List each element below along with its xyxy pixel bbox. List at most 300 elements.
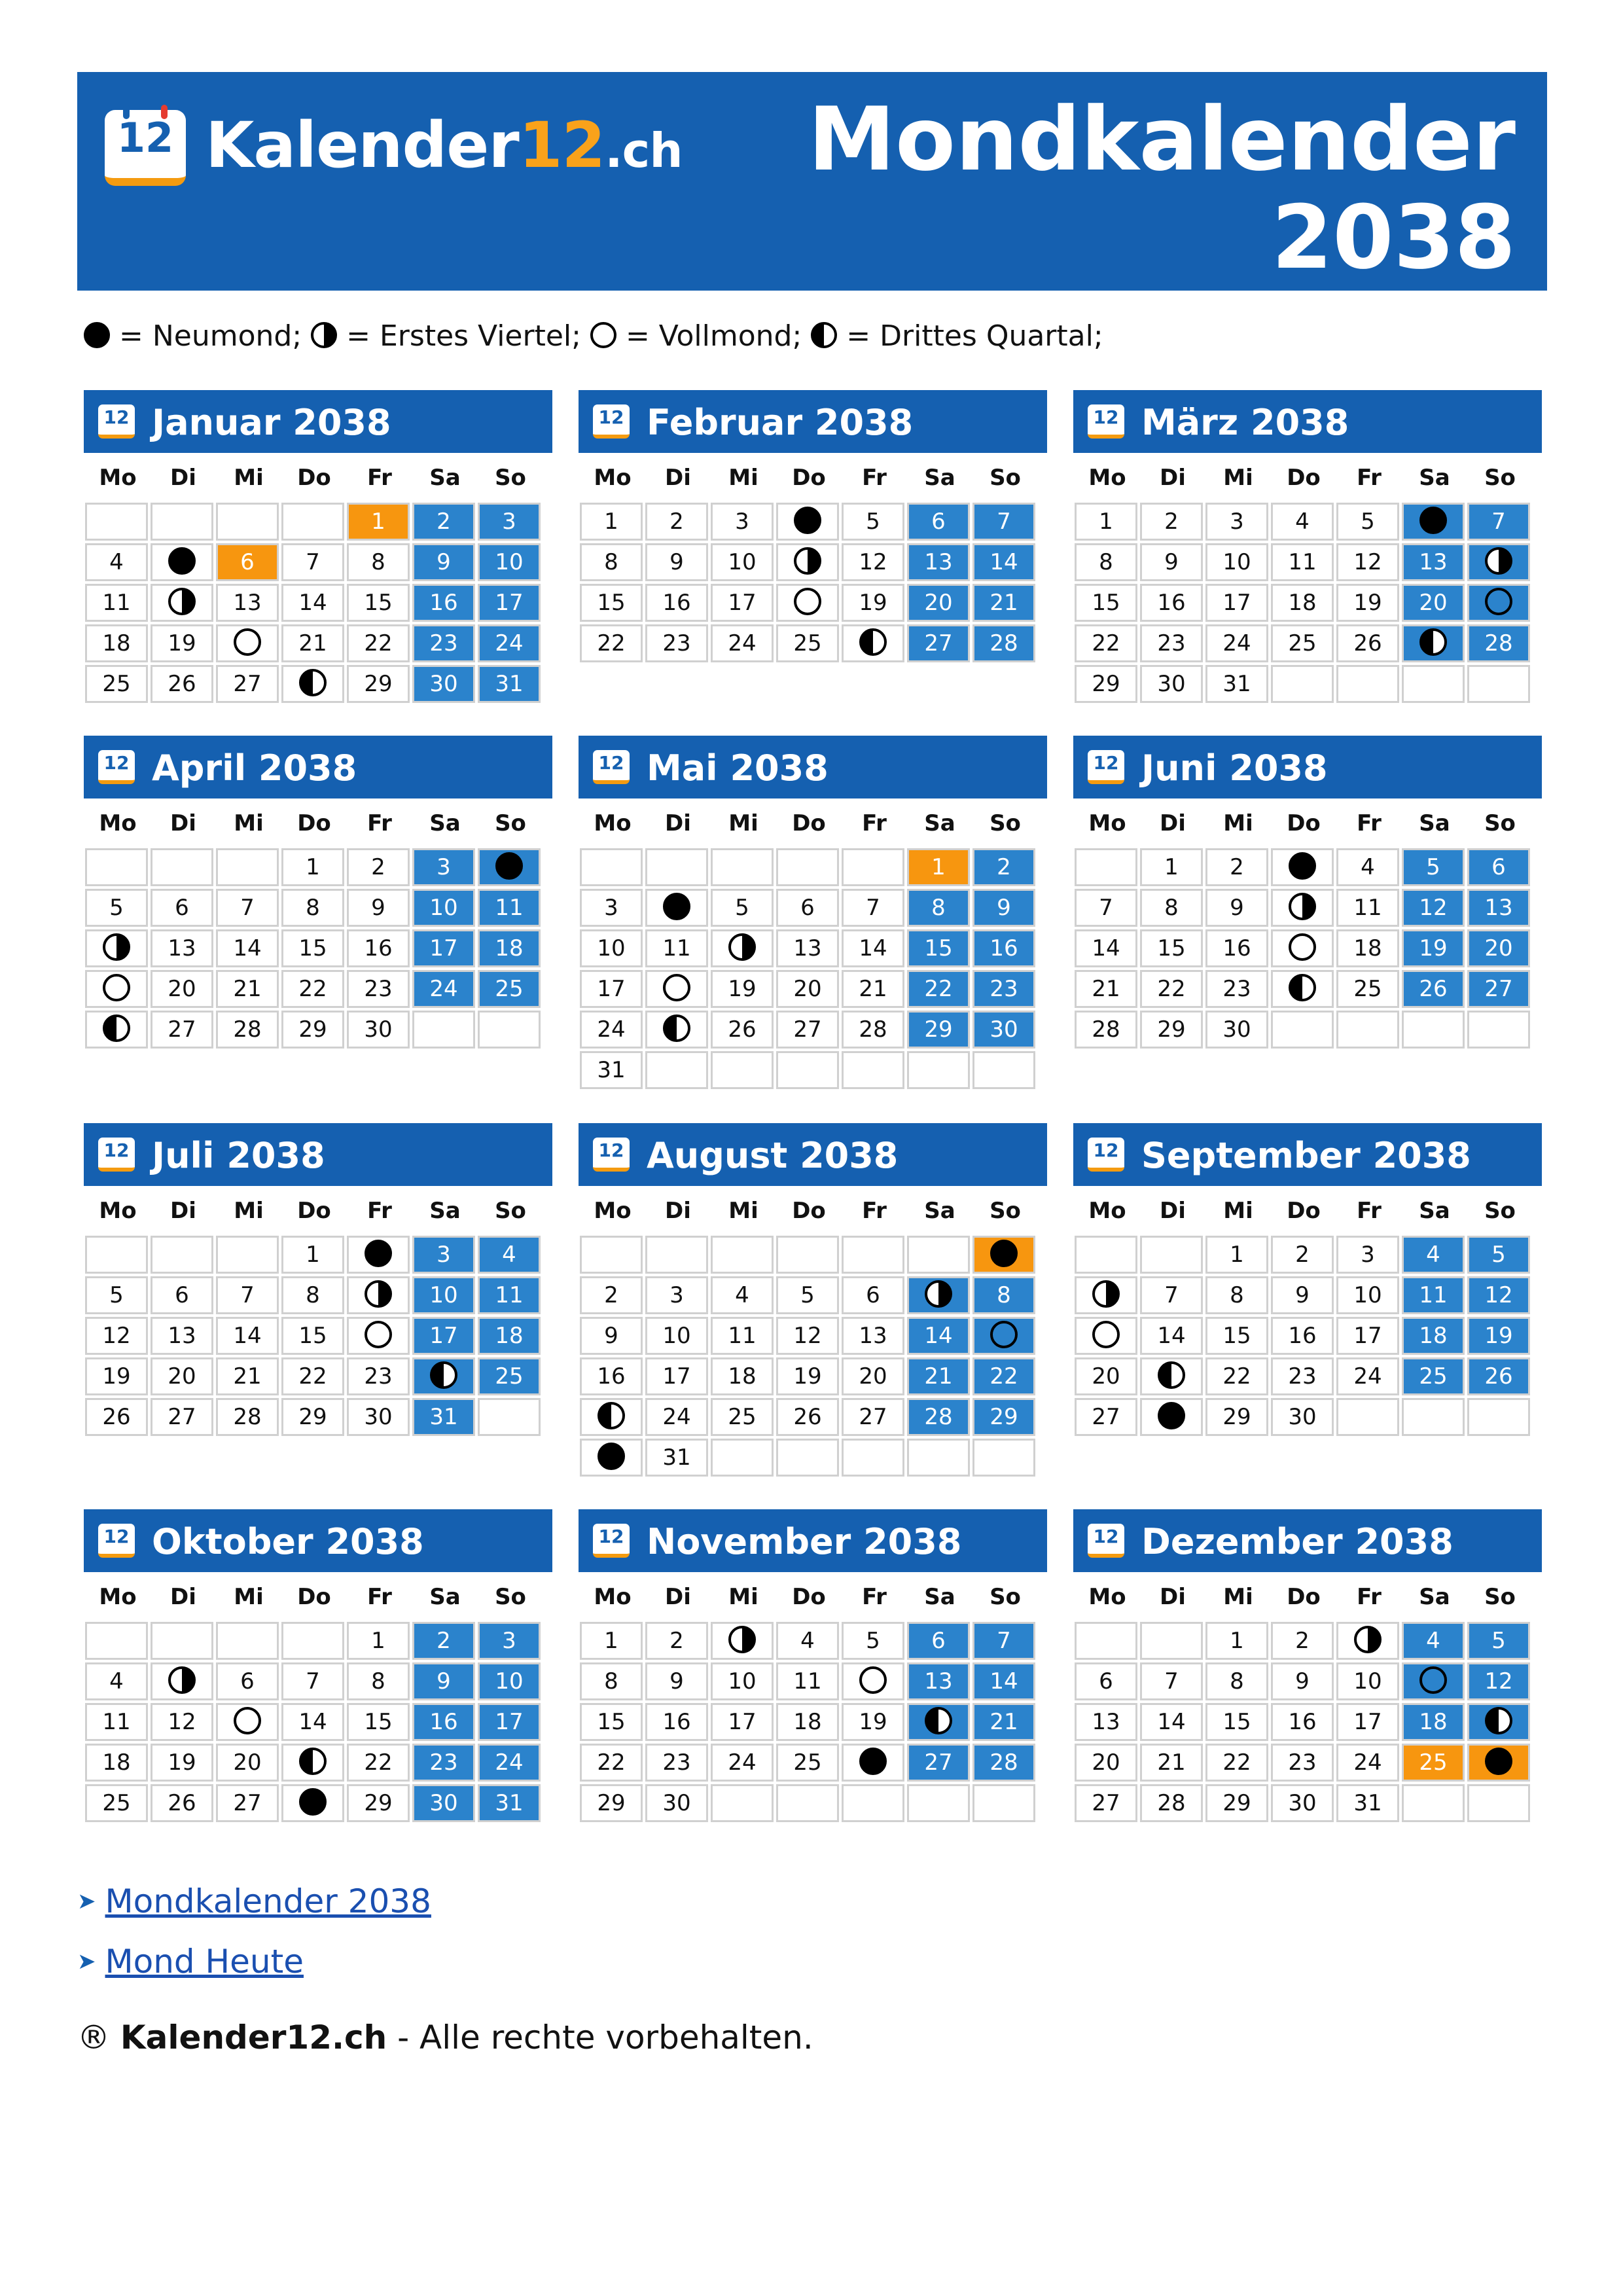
day-cell[interactable]: 11 — [1271, 543, 1334, 581]
day-cell[interactable]: 17 — [1336, 1317, 1399, 1355]
day-cell[interactable]: 7 — [1075, 889, 1137, 927]
day-cell[interactable]: 27 — [1467, 970, 1530, 1008]
day-cell[interactable]: 8 — [580, 543, 643, 581]
day-cell[interactable]: 13 — [216, 584, 279, 622]
day-cell[interactable]: 22 — [281, 970, 344, 1008]
day-cell[interactable]: 4 — [478, 1236, 541, 1274]
day-cell[interactable]: 6 — [216, 1662, 279, 1700]
day-cell[interactable]: 19 — [776, 1357, 839, 1395]
day-cell[interactable]: 27 — [1075, 1784, 1137, 1822]
day-cell[interactable]: 30 — [347, 1398, 410, 1436]
link-mond-heute[interactable] — [77, 1943, 431, 1981]
day-cell[interactable]: 15 — [1075, 584, 1137, 622]
link-mondkalender[interactable] — [77, 1882, 431, 1920]
day-cell[interactable]: 12 — [776, 1317, 839, 1355]
day-cell[interactable]: 20 — [776, 970, 839, 1008]
day-cell[interactable] — [151, 543, 213, 581]
day-cell[interactable]: 4 — [85, 543, 148, 581]
day-cell[interactable]: 1 — [907, 848, 970, 886]
day-cell[interactable]: 27 — [776, 1011, 839, 1049]
day-cell[interactable]: 27 — [907, 1744, 970, 1782]
day-cell[interactable]: 27 — [216, 1784, 279, 1822]
day-cell[interactable]: 4 — [1402, 1236, 1465, 1274]
day-cell[interactable]: 19 — [1336, 584, 1399, 622]
day-cell[interactable]: 15 — [347, 1703, 410, 1741]
day-cell[interactable] — [151, 1662, 213, 1700]
day-cell[interactable]: 24 — [645, 1398, 708, 1436]
day-cell[interactable]: 26 — [151, 1784, 213, 1822]
day-cell[interactable] — [776, 584, 839, 622]
day-cell[interactable]: 29 — [1140, 1011, 1203, 1049]
day-cell[interactable]: 10 — [580, 929, 643, 967]
day-cell[interactable]: 25 — [776, 624, 839, 662]
day-cell[interactable]: 16 — [1205, 929, 1268, 967]
day-cell[interactable]: 20 — [842, 1357, 904, 1395]
day-cell[interactable]: 31 — [1205, 665, 1268, 703]
day-cell[interactable] — [1271, 929, 1334, 967]
day-cell[interactable]: 24 — [412, 970, 475, 1008]
day-cell[interactable]: 10 — [1336, 1276, 1399, 1314]
day-cell[interactable]: 17 — [412, 1317, 475, 1355]
day-cell[interactable]: 3 — [478, 503, 541, 541]
day-cell[interactable] — [347, 1236, 410, 1274]
day-cell[interactable]: 31 — [412, 1398, 475, 1436]
day-cell[interactable]: 10 — [412, 889, 475, 927]
day-cell[interactable]: 11 — [1402, 1276, 1465, 1314]
day-cell[interactable] — [478, 848, 541, 886]
day-cell[interactable]: 12 — [1336, 543, 1399, 581]
day-cell[interactable]: 6 — [907, 503, 970, 541]
day-cell[interactable]: 25 — [478, 970, 541, 1008]
day-cell[interactable]: 26 — [776, 1398, 839, 1436]
day-cell[interactable]: 22 — [1205, 1357, 1268, 1395]
day-cell[interactable]: 27 — [151, 1398, 213, 1436]
day-cell[interactable]: 23 — [347, 1357, 410, 1395]
day-cell[interactable]: 20 — [1075, 1357, 1137, 1395]
day-cell[interactable]: 21 — [842, 970, 904, 1008]
day-cell[interactable]: 19 — [842, 584, 904, 622]
day-cell[interactable]: 26 — [1402, 970, 1465, 1008]
day-cell[interactable]: 1 — [1075, 503, 1137, 541]
day-cell[interactable]: 25 — [776, 1744, 839, 1782]
day-cell[interactable]: 30 — [1140, 665, 1203, 703]
day-cell[interactable]: 2 — [347, 848, 410, 886]
day-cell[interactable]: 11 — [645, 929, 708, 967]
day-cell[interactable]: 16 — [412, 584, 475, 622]
day-cell[interactable]: 22 — [972, 1357, 1035, 1395]
day-cell[interactable]: 3 — [478, 1622, 541, 1660]
day-cell[interactable]: 2 — [412, 503, 475, 541]
day-cell[interactable]: 18 — [776, 1703, 839, 1741]
day-cell[interactable] — [216, 1703, 279, 1741]
day-cell[interactable]: 21 — [907, 1357, 970, 1395]
day-cell[interactable]: 22 — [907, 970, 970, 1008]
day-cell[interactable]: 13 — [776, 929, 839, 967]
day-cell[interactable]: 3 — [1205, 503, 1268, 541]
day-cell[interactable]: 8 — [281, 889, 344, 927]
day-cell[interactable]: 20 — [907, 584, 970, 622]
day-cell[interactable]: 25 — [1402, 1744, 1465, 1782]
day-cell[interactable]: 8 — [347, 543, 410, 581]
day-cell[interactable]: 30 — [412, 665, 475, 703]
day-cell[interactable]: 27 — [842, 1398, 904, 1436]
day-cell[interactable]: 12 — [1467, 1662, 1530, 1700]
day-cell[interactable]: 24 — [478, 1744, 541, 1782]
day-cell[interactable]: 13 — [1402, 543, 1465, 581]
day-cell[interactable]: 7 — [281, 543, 344, 581]
day-cell[interactable]: 14 — [972, 1662, 1035, 1700]
day-cell[interactable]: 11 — [1336, 889, 1399, 927]
day-cell[interactable]: 20 — [151, 970, 213, 1008]
day-cell[interactable] — [1140, 1357, 1203, 1395]
day-cell[interactable]: 1 — [1205, 1236, 1268, 1274]
day-cell[interactable]: 31 — [478, 665, 541, 703]
day-cell[interactable]: 3 — [412, 1236, 475, 1274]
day-cell[interactable]: 28 — [1140, 1784, 1203, 1822]
day-cell[interactable]: 13 — [907, 1662, 970, 1700]
day-cell[interactable]: 28 — [972, 624, 1035, 662]
day-cell[interactable] — [1271, 848, 1334, 886]
day-cell[interactable]: 17 — [711, 584, 774, 622]
day-cell[interactable]: 5 — [842, 503, 904, 541]
day-cell[interactable]: 30 — [412, 1784, 475, 1822]
day-cell[interactable]: 12 — [85, 1317, 148, 1355]
day-cell[interactable]: 5 — [1336, 503, 1399, 541]
day-cell[interactable]: 15 — [281, 1317, 344, 1355]
day-cell[interactable]: 8 — [1140, 889, 1203, 927]
day-cell[interactable]: 8 — [1205, 1662, 1268, 1700]
day-cell[interactable]: 21 — [972, 1703, 1035, 1741]
day-cell[interactable]: 28 — [216, 1398, 279, 1436]
day-cell[interactable]: 4 — [85, 1662, 148, 1700]
day-cell[interactable]: 15 — [1205, 1703, 1268, 1741]
day-cell[interactable]: 9 — [645, 543, 708, 581]
day-cell[interactable]: 16 — [1140, 584, 1203, 622]
day-cell[interactable]: 23 — [972, 970, 1035, 1008]
day-cell[interactable]: 21 — [972, 584, 1035, 622]
day-cell[interactable]: 19 — [151, 1744, 213, 1782]
day-cell[interactable] — [776, 503, 839, 541]
day-cell[interactable] — [972, 1236, 1035, 1274]
day-cell[interactable]: 24 — [1336, 1744, 1399, 1782]
day-cell[interactable] — [1402, 624, 1465, 662]
day-cell[interactable]: 11 — [776, 1662, 839, 1700]
day-cell[interactable]: 29 — [907, 1011, 970, 1049]
day-cell[interactable] — [1402, 1662, 1465, 1700]
day-cell[interactable]: 6 — [842, 1276, 904, 1314]
day-cell[interactable]: 21 — [216, 1357, 279, 1395]
day-cell[interactable] — [1271, 889, 1334, 927]
day-cell[interactable] — [1402, 503, 1465, 541]
day-cell[interactable]: 7 — [281, 1662, 344, 1700]
day-cell[interactable]: 10 — [478, 543, 541, 581]
day-cell[interactable] — [1467, 543, 1530, 581]
day-cell[interactable]: 26 — [151, 665, 213, 703]
day-cell[interactable]: 4 — [1336, 848, 1399, 886]
day-cell[interactable]: 18 — [711, 1357, 774, 1395]
day-cell[interactable]: 20 — [216, 1744, 279, 1782]
day-cell[interactable]: 18 — [1271, 584, 1334, 622]
day-cell[interactable]: 27 — [907, 624, 970, 662]
day-cell[interactable] — [1271, 970, 1334, 1008]
day-cell[interactable]: 20 — [1402, 584, 1465, 622]
day-cell[interactable] — [1467, 1703, 1530, 1741]
day-cell[interactable]: 23 — [1271, 1357, 1334, 1395]
day-cell[interactable]: 1 — [580, 1622, 643, 1660]
day-cell[interactable]: 18 — [478, 1317, 541, 1355]
day-cell[interactable]: 23 — [645, 1744, 708, 1782]
day-cell[interactable]: 18 — [1336, 929, 1399, 967]
day-cell[interactable]: 19 — [151, 624, 213, 662]
day-cell[interactable]: 18 — [85, 1744, 148, 1782]
day-cell[interactable]: 7 — [216, 889, 279, 927]
day-cell[interactable]: 15 — [580, 584, 643, 622]
day-cell[interactable]: 23 — [1271, 1744, 1334, 1782]
day-cell[interactable] — [711, 929, 774, 967]
day-cell[interactable]: 8 — [347, 1662, 410, 1700]
day-cell[interactable] — [1336, 1622, 1399, 1660]
day-cell[interactable]: 19 — [842, 1703, 904, 1741]
day-cell[interactable]: 16 — [347, 929, 410, 967]
day-cell[interactable] — [711, 1622, 774, 1660]
day-cell[interactable]: 25 — [1336, 970, 1399, 1008]
calendar-logo-icon[interactable] — [105, 110, 186, 186]
day-cell[interactable]: 6 — [151, 1276, 213, 1314]
day-cell[interactable]: 22 — [281, 1357, 344, 1395]
day-cell[interactable]: 15 — [907, 929, 970, 967]
day-cell[interactable]: 31 — [1336, 1784, 1399, 1822]
day-cell[interactable]: 16 — [972, 929, 1035, 967]
day-cell[interactable]: 25 — [478, 1357, 541, 1395]
day-cell[interactable]: 1 — [347, 1622, 410, 1660]
day-cell[interactable]: 19 — [85, 1357, 148, 1395]
day-cell[interactable]: 28 — [1075, 1011, 1137, 1049]
day-cell[interactable]: 29 — [347, 1784, 410, 1822]
day-cell[interactable]: 9 — [1205, 889, 1268, 927]
day-cell[interactable]: 16 — [1271, 1703, 1334, 1741]
day-cell[interactable]: 23 — [347, 970, 410, 1008]
day-cell[interactable]: 7 — [972, 1622, 1035, 1660]
day-cell[interactable] — [151, 584, 213, 622]
day-cell[interactable]: 3 — [580, 889, 643, 927]
day-cell[interactable]: 29 — [1205, 1398, 1268, 1436]
day-cell[interactable]: 1 — [347, 503, 410, 541]
day-cell[interactable]: 9 — [1271, 1276, 1334, 1314]
day-cell[interactable]: 1 — [281, 848, 344, 886]
day-cell[interactable]: 15 — [1205, 1317, 1268, 1355]
day-cell[interactable] — [907, 1703, 970, 1741]
day-cell[interactable]: 14 — [1140, 1703, 1203, 1741]
day-cell[interactable]: 10 — [711, 543, 774, 581]
day-cell[interactable]: 5 — [85, 889, 148, 927]
day-cell[interactable]: 5 — [1467, 1622, 1530, 1660]
day-cell[interactable] — [972, 1317, 1035, 1355]
day-cell[interactable]: 20 — [151, 1357, 213, 1395]
day-cell[interactable]: 10 — [1205, 543, 1268, 581]
day-cell[interactable]: 30 — [972, 1011, 1035, 1049]
day-cell[interactable]: 28 — [842, 1011, 904, 1049]
day-cell[interactable]: 13 — [1467, 889, 1530, 927]
day-cell[interactable]: 22 — [1140, 970, 1203, 1008]
day-cell[interactable]: 9 — [972, 889, 1035, 927]
day-cell[interactable]: 18 — [1402, 1703, 1465, 1741]
site-logo[interactable] — [205, 109, 683, 182]
day-cell[interactable]: 23 — [412, 624, 475, 662]
day-cell[interactable] — [907, 1276, 970, 1314]
day-cell[interactable]: 9 — [645, 1662, 708, 1700]
day-cell[interactable]: 23 — [1140, 624, 1203, 662]
day-cell[interactable]: 7 — [972, 503, 1035, 541]
day-cell[interactable]: 21 — [281, 624, 344, 662]
day-cell[interactable]: 30 — [1271, 1784, 1334, 1822]
day-cell[interactable]: 1 — [281, 1236, 344, 1274]
day-cell[interactable]: 14 — [1140, 1317, 1203, 1355]
day-cell[interactable] — [1075, 1317, 1137, 1355]
day-cell[interactable]: 2 — [1271, 1236, 1334, 1274]
day-cell[interactable]: 13 — [907, 543, 970, 581]
day-cell[interactable]: 6 — [1075, 1662, 1137, 1700]
day-cell[interactable] — [580, 1398, 643, 1436]
day-cell[interactable]: 12 — [151, 1703, 213, 1741]
day-cell[interactable]: 3 — [412, 848, 475, 886]
day-cell[interactable]: 10 — [711, 1662, 774, 1700]
day-cell[interactable]: 31 — [645, 1439, 708, 1477]
day-cell[interactable]: 12 — [1402, 889, 1465, 927]
day-cell[interactable]: 14 — [842, 929, 904, 967]
day-cell[interactable]: 9 — [412, 1662, 475, 1700]
day-cell[interactable]: 17 — [478, 584, 541, 622]
day-cell[interactable]: 21 — [1140, 1744, 1203, 1782]
day-cell[interactable] — [1467, 584, 1530, 622]
day-cell[interactable]: 9 — [1140, 543, 1203, 581]
day-cell[interactable] — [85, 1011, 148, 1049]
day-cell[interactable]: 29 — [281, 1011, 344, 1049]
day-cell[interactable]: 4 — [776, 1622, 839, 1660]
day-cell[interactable]: 5 — [85, 1276, 148, 1314]
day-cell[interactable] — [645, 970, 708, 1008]
day-cell[interactable]: 2 — [1140, 503, 1203, 541]
day-cell[interactable]: 25 — [85, 1784, 148, 1822]
day-cell[interactable]: 14 — [281, 584, 344, 622]
day-cell[interactable]: 5 — [1402, 848, 1465, 886]
day-cell[interactable] — [281, 1744, 344, 1782]
day-cell[interactable]: 29 — [281, 1398, 344, 1436]
day-cell[interactable]: 8 — [972, 1276, 1035, 1314]
day-cell[interactable]: 29 — [580, 1784, 643, 1822]
day-cell[interactable]: 25 — [85, 665, 148, 703]
day-cell[interactable]: 4 — [1402, 1622, 1465, 1660]
day-cell[interactable]: 14 — [907, 1317, 970, 1355]
day-cell[interactable]: 17 — [580, 970, 643, 1008]
day-cell[interactable]: 25 — [1271, 624, 1334, 662]
day-cell[interactable]: 16 — [1271, 1317, 1334, 1355]
day-cell[interactable]: 8 — [580, 1662, 643, 1700]
day-cell[interactable]: 13 — [151, 1317, 213, 1355]
day-cell[interactable]: 17 — [645, 1357, 708, 1395]
day-cell[interactable]: 29 — [1205, 1784, 1268, 1822]
day-cell[interactable]: 2 — [580, 1276, 643, 1314]
day-cell[interactable]: 7 — [842, 889, 904, 927]
day-cell[interactable]: 19 — [1467, 1317, 1530, 1355]
day-cell[interactable]: 11 — [85, 1703, 148, 1741]
day-cell[interactable]: 9 — [347, 889, 410, 927]
day-cell[interactable]: 5 — [842, 1622, 904, 1660]
day-cell[interactable]: 21 — [216, 970, 279, 1008]
day-cell[interactable]: 22 — [580, 1744, 643, 1782]
day-cell[interactable]: 24 — [580, 1011, 643, 1049]
day-cell[interactable]: 8 — [1075, 543, 1137, 581]
day-cell[interactable]: 4 — [1271, 503, 1334, 541]
day-cell[interactable]: 1 — [1205, 1622, 1268, 1660]
day-cell[interactable] — [842, 1744, 904, 1782]
day-cell[interactable]: 27 — [151, 1011, 213, 1049]
day-cell[interactable]: 22 — [1205, 1744, 1268, 1782]
day-cell[interactable]: 2 — [972, 848, 1035, 886]
day-cell[interactable]: 31 — [580, 1051, 643, 1089]
day-cell[interactable]: 3 — [1336, 1236, 1399, 1274]
day-cell[interactable]: 22 — [1075, 624, 1137, 662]
day-cell[interactable] — [1075, 1276, 1137, 1314]
day-cell[interactable]: 26 — [711, 1011, 774, 1049]
day-cell[interactable]: 25 — [1402, 1357, 1465, 1395]
day-cell[interactable]: 11 — [85, 584, 148, 622]
day-cell[interactable]: 12 — [1467, 1276, 1530, 1314]
day-cell[interactable]: 17 — [478, 1703, 541, 1741]
day-cell[interactable]: 24 — [478, 624, 541, 662]
day-cell[interactable]: 5 — [711, 889, 774, 927]
day-cell[interactable] — [412, 1357, 475, 1395]
day-cell[interactable]: 5 — [776, 1276, 839, 1314]
day-cell[interactable]: 7 — [1467, 503, 1530, 541]
day-cell[interactable]: 14 — [972, 543, 1035, 581]
day-cell[interactable]: 4 — [711, 1276, 774, 1314]
day-cell[interactable]: 23 — [645, 624, 708, 662]
day-cell[interactable] — [776, 543, 839, 581]
day-cell[interactable]: 10 — [412, 1276, 475, 1314]
day-cell[interactable]: 28 — [907, 1398, 970, 1436]
day-cell[interactable]: 10 — [478, 1662, 541, 1700]
day-cell[interactable]: 7 — [216, 1276, 279, 1314]
day-cell[interactable]: 16 — [580, 1357, 643, 1395]
day-cell[interactable] — [347, 1276, 410, 1314]
day-cell[interactable]: 14 — [281, 1703, 344, 1741]
day-cell[interactable]: 13 — [842, 1317, 904, 1355]
day-cell[interactable] — [1467, 1744, 1530, 1782]
day-cell[interactable]: 11 — [478, 1276, 541, 1314]
day-cell[interactable]: 14 — [216, 929, 279, 967]
day-cell[interactable] — [85, 929, 148, 967]
day-cell[interactable]: 23 — [412, 1744, 475, 1782]
day-cell[interactable]: 1 — [580, 503, 643, 541]
day-cell[interactable]: 9 — [580, 1317, 643, 1355]
day-cell[interactable]: 2 — [1205, 848, 1268, 886]
day-cell[interactable]: 24 — [1336, 1357, 1399, 1395]
day-cell[interactable]: 31 — [478, 1784, 541, 1822]
day-cell[interactable]: 28 — [972, 1744, 1035, 1782]
day-cell[interactable]: 22 — [580, 624, 643, 662]
day-cell[interactable]: 6 — [1467, 848, 1530, 886]
day-cell[interactable]: 16 — [645, 584, 708, 622]
day-cell[interactable] — [85, 970, 148, 1008]
day-cell[interactable] — [281, 1784, 344, 1822]
day-cell[interactable]: 10 — [1336, 1662, 1399, 1700]
day-cell[interactable] — [842, 624, 904, 662]
day-cell[interactable] — [645, 889, 708, 927]
day-cell[interactable]: 22 — [347, 1744, 410, 1782]
day-cell[interactable]: 5 — [1467, 1236, 1530, 1274]
day-cell[interactable]: 9 — [412, 543, 475, 581]
day-cell[interactable]: 6 — [216, 543, 279, 581]
